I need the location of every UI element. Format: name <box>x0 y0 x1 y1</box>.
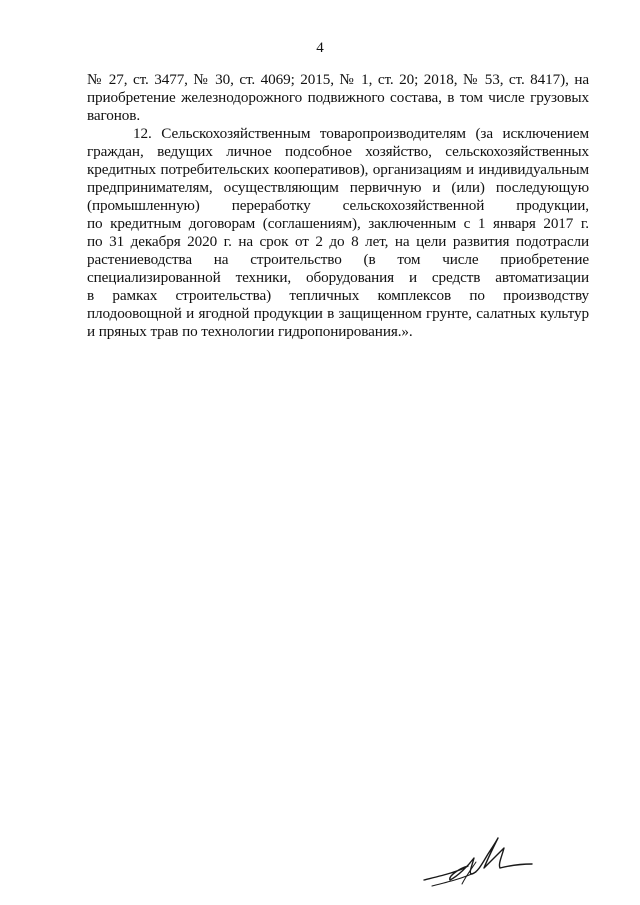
handwritten-signature <box>418 832 538 900</box>
text-line: плодоовощной и ягодной продукции в защищенном грунте, салатных культур <box>87 305 589 322</box>
text-line: кредитных потребительских кооперативов), организациям и индивидуальным <box>87 161 589 178</box>
text-line: № 27, ст. 3477, № 30, ст. 4069; 2015, № 1, ст. 20; 2018, № 53, ст. 8417), на <box>87 71 589 88</box>
text-line: вагонов. <box>87 107 141 124</box>
text-line: граждан, ведущих личное подсобное хозяйство, сельскохозяйственных <box>87 143 589 160</box>
text-line: в рамках строительства) тепличных комплексов по производству <box>87 287 589 304</box>
text-line: по 31 декабря 2020 г. на срок от 2 до 8 лет, на цели развития подотрасли <box>87 233 589 250</box>
text-line: 12. Сельскохозяйственным товаропроизводителям (за исключением <box>133 125 589 142</box>
text-line: приобретение железнодорожного подвижного состава, в том числе грузовых <box>87 89 589 106</box>
text-line: специализированной техники, оборудования и средств автоматизации <box>87 269 589 286</box>
page-number: 4 <box>316 40 324 56</box>
text-line: растениеводства на строительство (в том числе приобретение <box>87 251 589 268</box>
text-line: предпринимателям, осуществляющим первичную и (или) последующую <box>87 179 589 196</box>
text-line: (промышленную) переработку сельскохозяйственной продукции, <box>87 197 589 214</box>
text-line: и пряных трав по технологии гидропонирования.». <box>87 323 413 340</box>
text-line: по кредитным договорам (соглашениям), заключенным с 1 января 2017 г. <box>87 215 589 232</box>
